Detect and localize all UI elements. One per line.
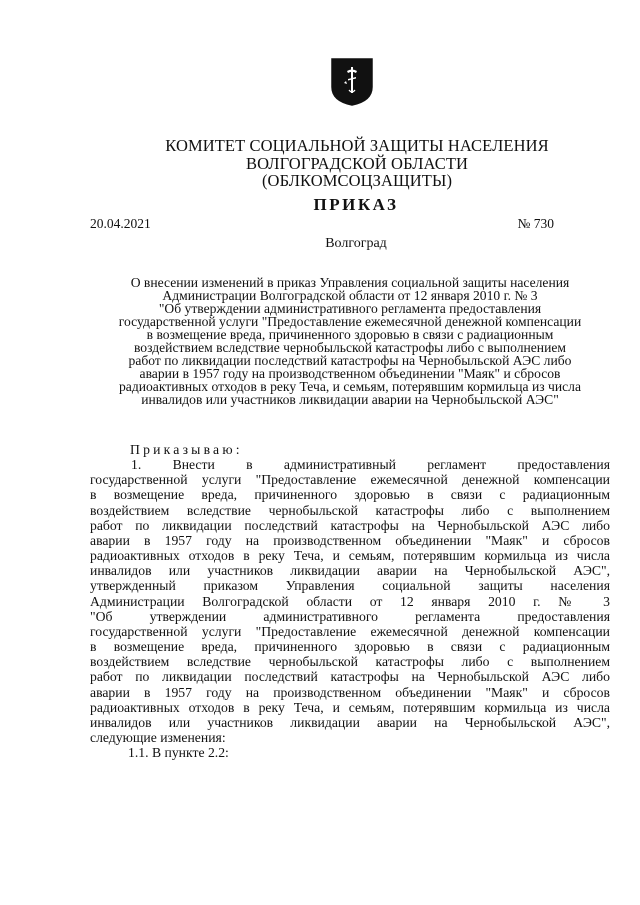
subject-line: государственной услуги "Предоставление ежемесячной денежной компенсации xyxy=(118,314,582,329)
paragraph-line: воздействием вследствие чернобыльской катастрофы либо с выполнением xyxy=(90,654,610,670)
order-subject xyxy=(90,276,610,406)
paragraph-line: "Об утверждении административного регламента предоставления xyxy=(90,608,610,624)
paragraph-line: аварии в 1957 году на производственном объединении "Маяк" и сбросов xyxy=(90,532,610,548)
order-number: № 730 xyxy=(517,216,554,231)
paragraph-line: радиоактивных отходов в реку Теча, и семьям, потерявшим кормильца из числа xyxy=(90,548,610,564)
order-body xyxy=(90,442,610,760)
paragraph-line: государственной услуги "Предоставление ежемесячной денежной компенсации xyxy=(90,623,610,639)
subject-line: радиоактивных отходов в реку Теча, и семьям, потерявшим кормильца из числа xyxy=(118,379,581,394)
paragraph-line: государственной услуги "Предоставление ежемесячной денежной компенсации xyxy=(90,472,610,488)
paragraph-line: инвалидов или участников ликвидации аварии на Чернобыльской АЭС", xyxy=(90,714,610,730)
paragraph-line: 1. Внести в административный регламент предоставления xyxy=(131,457,610,473)
organization-header xyxy=(0,137,640,190)
header-line-3: (ОБЛКОМСОЦЗАЩИТЫ) xyxy=(261,171,453,190)
paragraph-line: утвержденный приказом Управления социальной защиты населения xyxy=(90,578,610,594)
header-line-2: ВОЛГОГРАДСКОЙ ОБЛАСТИ xyxy=(245,153,469,173)
subject-line: О внесении изменений в приказ Управления социальной защиты населения xyxy=(130,275,570,290)
paragraph-line: Администрации Волгоградской области от 12 января 2010 г. № 3 xyxy=(90,593,610,609)
header-line-1: КОМИТЕТ СОЦИАЛЬНОЙ ЗАЩИТЫ НАСЕЛЕНИЯ xyxy=(165,136,549,155)
subject-line: аварии в 1957 году на производственном объединении "Маяк" и сбросов xyxy=(139,366,561,381)
paragraph-line: работ по ликвидации последствий катастрофы на Чернобыльской АЭС либо xyxy=(90,669,610,685)
subject-line: "Об утверждении административного регламента предоставления xyxy=(158,301,542,316)
prikazyvayu-heading: Приказываю: xyxy=(130,442,243,457)
paragraph-line: следующие изменения: xyxy=(90,729,226,745)
paragraph-line: радиоактивных отходов в реку Теча, и семьям, потерявшим кормильца из числа xyxy=(90,699,610,715)
subject-line: в возмещение вреда, причиненного здоровью в связи с радиационным xyxy=(146,327,554,342)
paragraph-line: аварии в 1957 году на производственном объединении "Маяк" и сбросов xyxy=(90,684,610,700)
order-title: ПРИКАЗ xyxy=(313,195,399,214)
paragraph-line: работ по ликвидации последствий катастрофы на Чернобыльской АЭС либо xyxy=(90,517,610,533)
paragraph-line: в возмещение вреда, причиненного здоровью в связи с радиационным xyxy=(90,639,610,655)
order-date: 20.04.2021 xyxy=(90,216,151,231)
subject-line: работ по ликвидации последствий катастрофы на Чернобыльской АЭС либо xyxy=(128,353,572,368)
subject-line: инвалидов или участников ликвидации аварии на Чернобыльской АЭС" xyxy=(141,392,559,407)
subject-line: Администрации Волгоградской области от 12 января 2010 г. № 3 xyxy=(162,288,538,303)
paragraph-line: инвалидов или участников ликвидации аварии на Чернобыльской АЭС", xyxy=(90,563,610,579)
paragraph-line: в возмещение вреда, причиненного здоровью в связи с радиационным xyxy=(90,487,610,503)
coat-of-arms-icon xyxy=(330,57,374,107)
subject-line: воздействием вследствие чернобыльской катастрофы либо с выполнением xyxy=(133,340,566,355)
subpoint-heading: 1.1. В пункте 2.2: xyxy=(128,745,229,761)
order-city: Волгоград xyxy=(325,236,387,251)
paragraph-line: воздействием вследствие чернобыльской катастрофы либо с выполнением xyxy=(90,502,610,518)
